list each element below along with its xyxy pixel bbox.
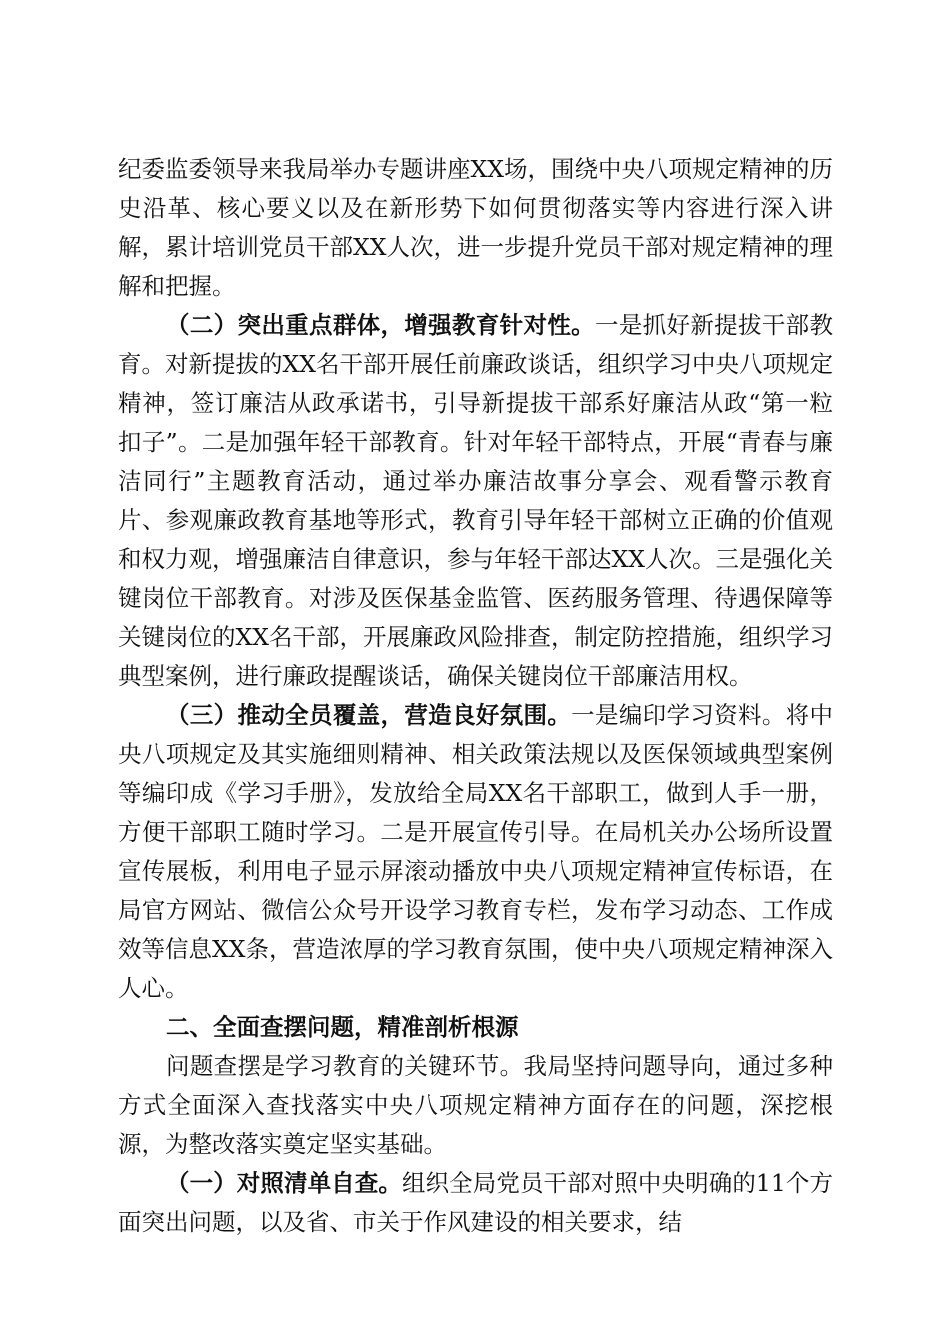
paragraph-body: 一是编印学习资料。将中央八项规定及其实施细则精神、相关政策法规以及医保领域典型案例等编印成《学习手册》，发放给全局XX名干部职工，做到人手一册，方便干部职工随时学习。二是开展宣传引导。在局机关办公场所设置宣传展板，利用电子显示屏滚动播放中央八项规定精神宣传标语，在局官方网站、微信公众号开设学习教育专栏，发布学习动态、工作成效等信息XX条，营造浓厚的学习教育氛围，使中央八项规定精神深入人心。 <box>118 701 834 1002</box>
paragraph-body: 组织全局党员干部对照中央明确的11个方面突出问题，以及省、市关于作风建设的相关要求，结 <box>118 1169 834 1236</box>
document-page <box>118 150 833 1242</box>
paragraph-body: 一是抓好新提拔干部教育。对新提拔的XX名干部开展任前廉政谈话，组织学习中央八项规定精神，签订廉洁从政承诺书，引导新提拔干部系好廉洁从政“第一粒扣子”。二是加强年轻干部教育。针对年轻干部特点，开展“青春与廉洁同行”主题教育活动，通过举办廉洁故事分享会、观看警示教育片、参观廉政教育基地等形式，教育引导年轻干部树立正确的价值观和权力观，增强廉洁自律意识，参与年轻干部达XX人次。三是强化关键岗位干部教育。对涉及医保基金监管、医药服务管理、待遇保障等关键岗位的XX名干部，开展廉政风险排查，制定防控措施，组织学习典型案例，进行廉政提醒谈话，确保关键岗位干部廉洁用权。 <box>118 311 833 690</box>
subheading-full-coverage: （三）推动全员覆盖，营造良好氛围。 <box>166 701 572 729</box>
subheading-key-groups: （二）突出重点群体，增强教育针对性。 <box>166 311 595 339</box>
paragraph-key-groups <box>118 306 833 696</box>
subheading-self-check: （一）对照清单自查。 <box>166 1169 402 1197</box>
paragraph-problem-intro: 问题查摆是学习教育的关键环节。我局坚持问题导向，通过多种方式全面深入查找落实中央八项规定精神方面存在的问题，深挖根源，为整改落实奠定坚实基础。 <box>118 1052 833 1158</box>
section-heading-problems: 二、全面查摆问题，精准剖析根源 <box>166 1013 519 1041</box>
paragraph-full-coverage <box>118 696 833 1008</box>
paragraph-continuation: 纪委监委领导来我局举办专题讲座XX场，围绕中央八项规定精神的历史沿革、核心要义以及在新形势下如何贯彻落实等内容进行深入讲解，累计培训党员干部XX人次，进一步提升党员干部对规定精神的理解和把握。 <box>118 155 833 300</box>
paragraph-self-check <box>118 1164 833 1242</box>
